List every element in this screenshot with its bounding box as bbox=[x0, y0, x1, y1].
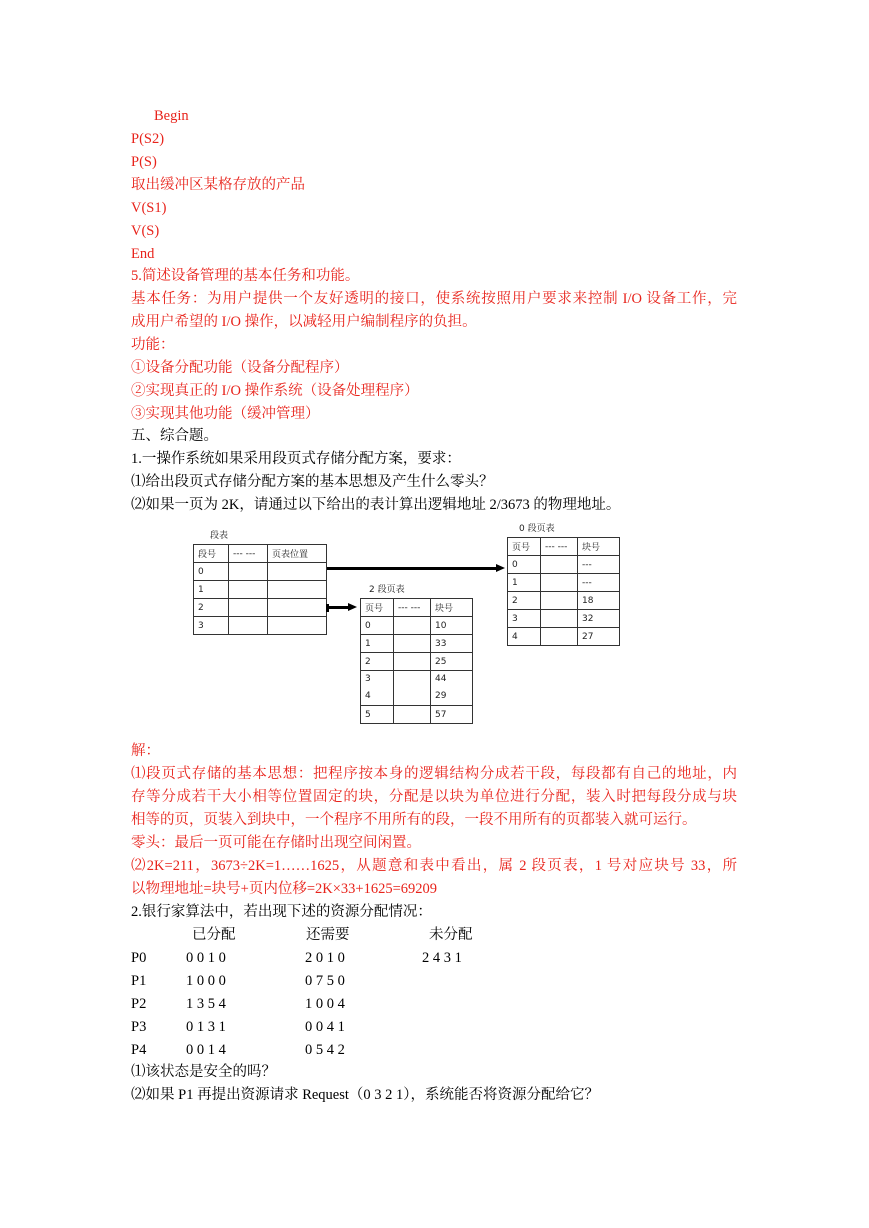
segment-table bbox=[193, 544, 327, 635]
header-cell: 段号 bbox=[194, 545, 229, 563]
process-id: P3 bbox=[131, 1019, 147, 1035]
header-cell: --- --- bbox=[229, 545, 268, 563]
page-number: 0 bbox=[508, 556, 541, 574]
header-cell: --- --- bbox=[394, 599, 431, 617]
need-value: 0 0 4 1 bbox=[305, 1019, 345, 1035]
header-need: 还需要 bbox=[306, 927, 350, 943]
problem-1-sub1: ⑴给出段页式存储分配方案的基本思想及产生什么零头？ bbox=[131, 474, 494, 490]
page2-caption: 2 段页表 bbox=[369, 585, 405, 595]
problem-1-question: 1.一操作系统如果采用段页式存储分配方案，要求： bbox=[131, 451, 461, 467]
code-line: 取出缓冲区某格存放的产品 bbox=[131, 177, 305, 193]
segment-number: 0 bbox=[194, 563, 229, 581]
page-number: 2 bbox=[361, 653, 394, 671]
available-value: 2 4 3 1 bbox=[422, 950, 462, 966]
block-number: 33 bbox=[431, 635, 473, 653]
code-end: End bbox=[131, 246, 155, 262]
block-number: --- bbox=[578, 574, 620, 592]
page-number: 2 bbox=[508, 592, 541, 610]
header-cell: 页号 bbox=[361, 599, 394, 617]
solution-line: 以物理地址=块号+页内位移=2K×33+1625=69209 bbox=[131, 881, 438, 897]
task-line-1: 基本任务：为用户提供一个友好透明的接口，使系统按照用户要求来控制 I/O 设备工作，完 bbox=[131, 291, 737, 307]
arrow-to-page2 bbox=[327, 606, 349, 609]
header-cell: --- --- bbox=[541, 538, 578, 556]
function-item: ①设备分配功能（设备分配程序） bbox=[131, 360, 349, 376]
page-number: 1 bbox=[361, 635, 394, 653]
problem-2-sub2: ⑵如果 P1 再提出资源请求 Request（0 3 2 1），系统能否将资源分配给它？ bbox=[131, 1087, 600, 1103]
allocated-value: 1 0 0 0 bbox=[186, 973, 226, 989]
page-number: 4 bbox=[508, 628, 541, 646]
solution-line: ⑵2K=211，3673÷2K=1……1625，从题意和表中看出，属 2 段页表，1 号对应块号 33，所 bbox=[131, 858, 737, 874]
block-number: 29 bbox=[435, 691, 447, 701]
process-id: P2 bbox=[131, 996, 147, 1012]
segment-table-caption: 段表 bbox=[210, 531, 229, 541]
arrow-to-page0 bbox=[327, 567, 497, 570]
page-number: 3 bbox=[508, 610, 541, 628]
page-number: 4 bbox=[365, 691, 371, 701]
solution-line: 零头：最后一页可能在存储时出现空间闲置。 bbox=[131, 835, 421, 851]
page-number: 0 bbox=[361, 617, 394, 635]
page-table-2 bbox=[360, 598, 473, 724]
process-id: P1 bbox=[131, 973, 147, 989]
solution-label: 解： bbox=[131, 743, 160, 759]
need-value: 0 5 4 2 bbox=[305, 1042, 345, 1058]
code-line: V(S1) bbox=[131, 200, 167, 216]
header-available: 未分配 bbox=[429, 927, 473, 943]
allocated-value: 1 3 5 4 bbox=[186, 996, 226, 1012]
page-number: 5 bbox=[361, 706, 394, 724]
problem-2-sub1: ⑴该状态是安全的吗？ bbox=[131, 1064, 276, 1080]
block-number: 27 bbox=[578, 628, 620, 646]
block-number: 32 bbox=[578, 610, 620, 628]
code-line: P(S) bbox=[131, 154, 157, 170]
code-line: P(S2) bbox=[131, 131, 165, 147]
header-cell: 块号 bbox=[578, 538, 620, 556]
need-value: 2 0 1 0 bbox=[305, 950, 345, 966]
function-label: 功能： bbox=[131, 337, 175, 353]
code-line: V(S) bbox=[131, 223, 160, 239]
header-cell: 页号 bbox=[508, 538, 541, 556]
header-cell: 页表位置 bbox=[268, 545, 327, 563]
function-item: ②实现真正的 I/O 操作系统（设备处理程序） bbox=[131, 383, 419, 399]
solution-line: 相等的页，页装入到块中，一个程序不用所有的段，一段不用所有的页都装入就可运行。 bbox=[131, 812, 697, 828]
block-number: 25 bbox=[431, 653, 473, 671]
problem-1-sub2: ⑵如果一页为 2K，请通过以下给出的表计算出逻辑地址 2/3673 的物理地址。 bbox=[131, 497, 621, 513]
merged-page-cell bbox=[361, 671, 394, 706]
question-5-title: 5.简述设备管理的基本任务和功能。 bbox=[131, 268, 360, 284]
solution-line: 存等分成若干大小相等位置固定的块，分配是以块为单位进行分配，装入时把每段分成与块 bbox=[131, 789, 737, 805]
allocated-value: 0 0 1 4 bbox=[186, 1042, 226, 1058]
merged-block-cell bbox=[431, 671, 473, 706]
need-value: 0 7 5 0 bbox=[305, 973, 345, 989]
page0-caption: 0 段页表 bbox=[519, 524, 555, 534]
segment-number: 3 bbox=[194, 617, 229, 635]
header-cell: 块号 bbox=[431, 599, 473, 617]
function-item: ③实现其他功能（缓冲管理） bbox=[131, 406, 320, 422]
task-line-2: 成用户希望的 I/O 操作，以减轻用户编制程序的负担。 bbox=[131, 314, 477, 330]
block-number: 57 bbox=[431, 706, 473, 724]
process-id: P0 bbox=[131, 950, 147, 966]
block-number: 18 bbox=[578, 592, 620, 610]
block-number: 10 bbox=[431, 617, 473, 635]
page-table-0 bbox=[507, 537, 620, 646]
code-begin: Begin bbox=[154, 108, 189, 124]
segment-number: 2 bbox=[194, 599, 229, 617]
process-id: P4 bbox=[131, 1042, 147, 1058]
block-number: --- bbox=[578, 556, 620, 574]
segment-number: 1 bbox=[194, 581, 229, 599]
page-number: 1 bbox=[508, 574, 541, 592]
problem-2-question: 2.银行家算法中，若出现下述的资源分配情况： bbox=[131, 904, 432, 920]
need-value: 1 0 0 4 bbox=[305, 996, 345, 1012]
section-heading: 五、综合题。 bbox=[131, 428, 218, 444]
header-allocated: 已分配 bbox=[192, 927, 236, 943]
allocated-value: 0 1 3 1 bbox=[186, 1019, 226, 1035]
solution-line: ⑴段页式存储的基本思想：把程序按本身的逻辑结构分成若干段，每段都有自己的地址，内 bbox=[131, 766, 737, 782]
page-number: 3 bbox=[365, 674, 371, 684]
allocated-value: 0 0 1 0 bbox=[186, 950, 226, 966]
block-number: 44 bbox=[435, 674, 447, 684]
